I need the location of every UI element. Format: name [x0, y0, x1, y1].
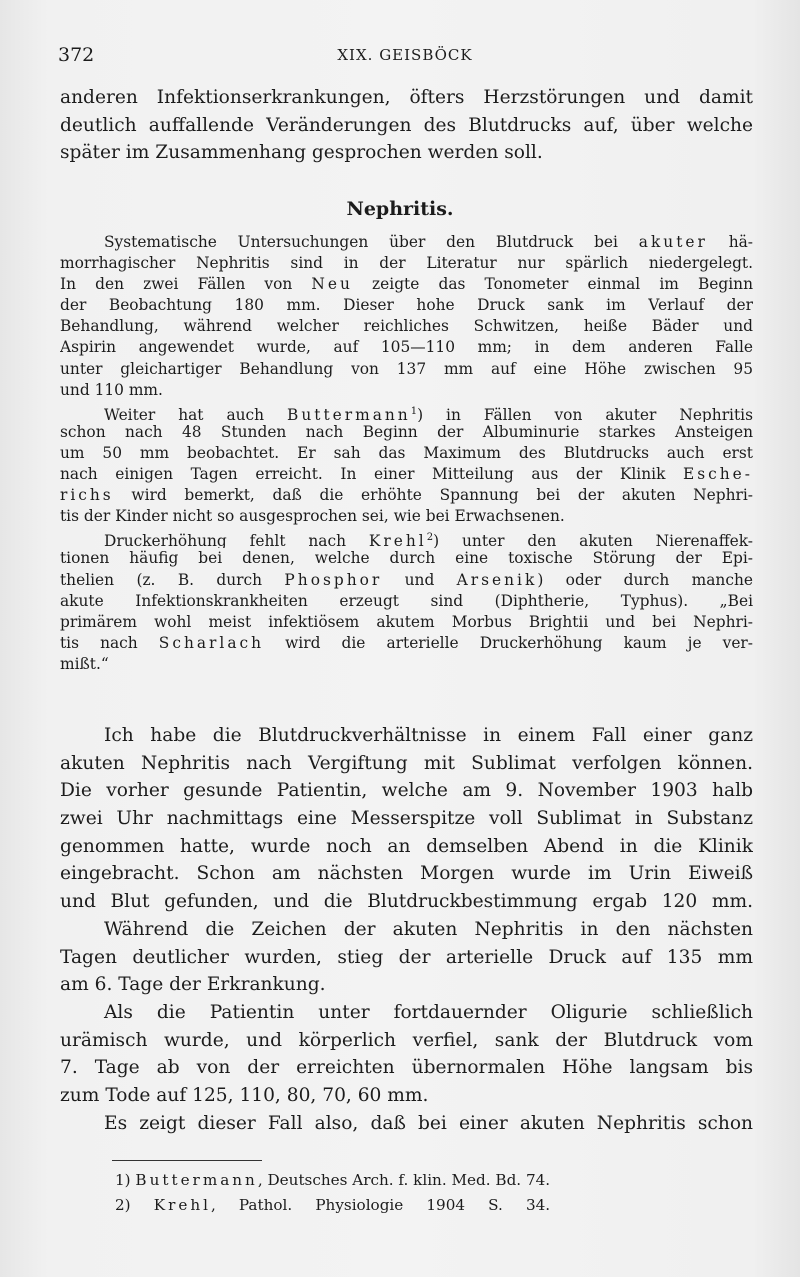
footnote-marker: 1	[410, 405, 418, 417]
text-line	[60, 485, 753, 506]
text-run: und	[382, 570, 457, 589]
text-line: später im Zusammenhang gesprochen werden soll.	[60, 142, 543, 164]
spaced-emphasis: Buttermann	[287, 405, 411, 422]
text-run: nach einigen Tagen erreicht. In einer Mitteilung aus der Klinik	[60, 465, 684, 484]
spaced-emphasis: Krehl	[368, 532, 427, 549]
text-line: tis der Kinder nicht so ausgesprochen sei, wie bei Erwachsenen.	[60, 507, 565, 526]
text-line	[60, 570, 753, 591]
section-heading: Nephritis.	[346, 198, 454, 220]
text-line: Die vorher gesunde Patientin, welche am 9. November 1903 halb	[60, 780, 753, 802]
footnote-divider	[112, 1160, 262, 1161]
text-line: mißt.“	[60, 654, 109, 673]
text-line: urämisch wurde, und körperlich verfiel, sank der Blutdruck vom	[60, 1029, 753, 1051]
text-line	[60, 527, 753, 548]
running-head	[58, 44, 752, 70]
spaced-emphasis: Phosphor	[284, 570, 383, 589]
text-line: unter gleichartiger Behandlung von 137 mm auf eine Höhe zwischen 95	[60, 359, 753, 378]
text-run: Systematische Untersuchungen über den Blutdruck bei	[104, 233, 639, 251]
text-line: zum Tode auf 125, 110, 80, 70, 60 mm.	[60, 1084, 429, 1106]
text-line	[60, 633, 753, 654]
text-line: deutlich auffallende Veränderungen des Blutdrucks auf, über welche	[60, 114, 753, 136]
text-line: der Beobachtung 180 mm. Dieser hohe Druck sank im Verlauf der	[60, 296, 753, 315]
text-run: Weiter hat auch	[104, 405, 288, 422]
text-line: tionen häufig bei denen, welche durch eine toxische Störung der Epi-	[60, 549, 753, 568]
text-line	[60, 401, 753, 422]
text-line: und 110 mm.	[60, 380, 163, 399]
text-run: thelien (z. B. durch	[60, 570, 285, 589]
text-line	[60, 232, 753, 253]
text-run: In den zwei Fällen von	[60, 275, 312, 294]
text-run: , Deutsches Arch. f. klin. Med. Bd. 74.	[257, 1171, 551, 1189]
text-line: 7. Tage ab von der erreichten übernormalen Höhe langsam bis	[60, 1057, 753, 1079]
text-run: Druckerhöhung fehlt nach	[104, 532, 369, 549]
text-line	[60, 274, 753, 295]
text-line: eingebracht. Schon am nächsten Morgen wurde im Urin Eiweiß	[60, 863, 753, 885]
footnote-1	[115, 1168, 550, 1193]
footnote-2	[115, 1193, 550, 1218]
text-run: wird die arterielle Druckerhöhung kaum je ver-	[264, 633, 753, 652]
text-line	[60, 464, 753, 485]
page-number: 372	[58, 44, 95, 66]
spaced-emphasis: Arsenik	[456, 570, 538, 589]
text-run: tis nach	[60, 633, 159, 652]
text-line: akute Infektionskrankheiten erzeugt sind (Diphtherie, Typhus). „Bei	[60, 591, 753, 610]
text-line: akuten Nephritis nach Vergiftung mit Sublimat verfolgen können.	[60, 752, 753, 774]
spaced-emphasis: Buttermann	[135, 1171, 258, 1189]
text-line: schon nach 48 Stunden nach Beginn der Albuminurie starkes Ansteigen	[60, 422, 753, 441]
text-run: hä-	[707, 233, 753, 251]
footnote-marker: 2	[426, 532, 434, 544]
spaced-emphasis: Scharlach	[158, 633, 265, 652]
spaced-emphasis: richs	[60, 486, 114, 505]
footnotes	[115, 1168, 550, 1218]
text-run: ) oder durch manche	[537, 570, 753, 589]
text-line: anderen Infektionserkrankungen, öfters Herzstörungen und damit	[60, 87, 753, 108]
text-line: genommen hatte, wurde noch an demselben Abend in die Klinik	[60, 835, 753, 857]
text-line: und Blut gefunden, und die Blutdruckbestimmung ergab 120 mm.	[60, 891, 753, 913]
text-line: Behandlung, während welcher reichliches Schwitzen, heiße Bäder und	[60, 317, 753, 336]
spaced-emphasis: Krehl	[153, 1196, 211, 1214]
spaced-emphasis: Esche-	[683, 465, 753, 484]
text-line: zwei Uhr nachmittags eine Messerspitze voll Sublimat in Substanz	[60, 808, 753, 830]
text-line: Ich habe die Blutdruckverhältnisse in einem Fall einer ganz	[104, 725, 753, 746]
text-line: Als die Patientin unter fortdauernder Oligurie schließlich	[104, 1001, 753, 1023]
text-line: um 50 mm beobachtet. Er sah das Maximum des Blutdrucks auch erst	[60, 443, 753, 462]
running-title: XIX. GEISBÖCK	[337, 46, 473, 64]
text-line: morrhagischer Nephritis sind in der Literatur nur spärlich niedergelegt.	[60, 254, 753, 273]
spaced-emphasis: Neu	[311, 275, 353, 294]
text-line: Aspirin angewendet wurde, auf 105—110 mm; in dem anderen Falle	[60, 338, 753, 357]
text-run: wird bemerkt, daß die erhöhte Spannung bei der akuten Nephri-	[113, 486, 753, 505]
intro-paragraph	[60, 84, 753, 167]
footnote-number: 2)	[115, 1196, 154, 1214]
footnote-number: 1)	[115, 1171, 136, 1189]
text-line: Tagen deutlicher wurden, stieg der arterielle Druck auf 135 mm	[60, 946, 753, 968]
small-paragraph-1	[60, 232, 753, 675]
text-line: primärem wohl meist infektiösem akutem Morbus Brightii und bei Nephri-	[60, 612, 753, 631]
text-line: am 6. Tage der Erkrankung.	[60, 974, 326, 996]
main-paragraphs	[60, 722, 753, 1137]
text-line: Während die Zeichen der akuten Nephritis in den nächsten	[104, 918, 753, 940]
text-line: Es zeigt dieser Fall also, daß bei einer akuten Nephritis schon	[104, 1112, 753, 1134]
spaced-emphasis: akuter	[638, 233, 708, 251]
text-run: , Pathol. Physiologie 1904 S. 34.	[210, 1196, 551, 1214]
text-run: ) unter den akuten Nierenaffek-	[433, 532, 753, 549]
text-run: zeigte das Tonometer einmal im Beginn	[352, 275, 753, 294]
text-run: ) in Fällen von akuter Nephritis	[417, 405, 753, 422]
